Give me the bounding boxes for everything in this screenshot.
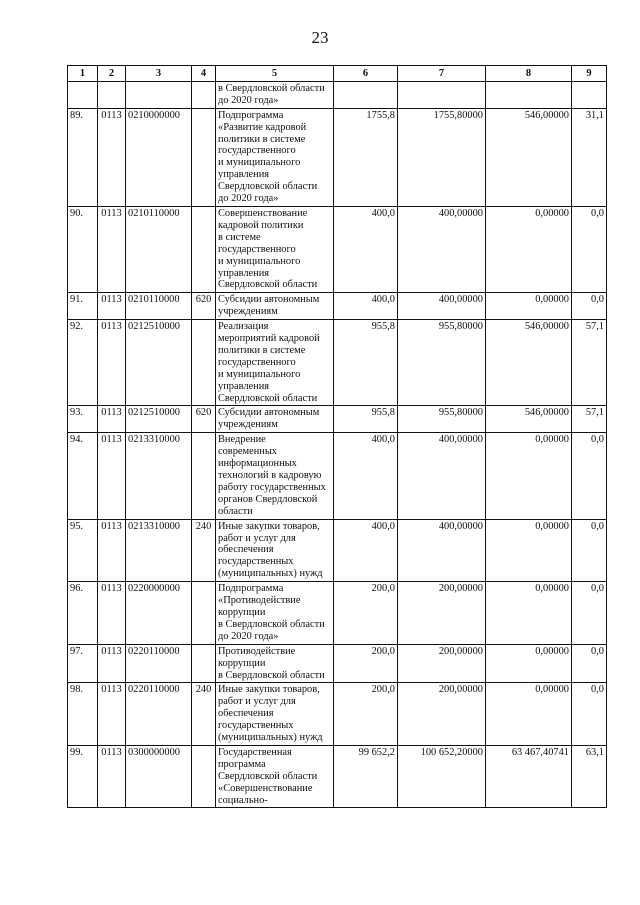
target-item-code-cell: 0220000000 — [126, 582, 192, 645]
planned-amount-cell: 200,00000 — [398, 644, 486, 683]
section-code-cell: 0113 — [98, 519, 126, 582]
approved-amount-cell: 200,0 — [334, 644, 398, 683]
item-name-cell — [216, 206, 334, 292]
execution-percent-cell: 31,1 — [572, 108, 607, 206]
item-name-cell — [216, 108, 334, 206]
planned-amount-cell: 955,80000 — [398, 406, 486, 433]
target-item-code-cell: 0213310000 — [126, 519, 192, 582]
planned-amount-cell: 955,80000 — [398, 320, 486, 406]
item-name-line: современных — [218, 446, 278, 458]
table-row — [68, 320, 607, 406]
table-header — [68, 66, 607, 82]
section-code-cell: 0113 — [98, 745, 126, 808]
execution-percent-cell — [572, 81, 607, 108]
expense-type-cell — [192, 206, 216, 292]
approved-amount-cell: 955,8 — [334, 406, 398, 433]
approved-amount-cell: 400,0 — [334, 293, 398, 320]
header-cell-7: 7 — [398, 66, 486, 82]
item-name-line: социально- — [218, 794, 268, 806]
item-name-line: технологий в кадровую — [218, 470, 322, 481]
item-name-line: области — [218, 505, 253, 517]
item-name-line: и муниципального — [218, 157, 301, 169]
executed-amount-cell: 546,00000 — [486, 406, 572, 433]
header-cell-5: 5 — [216, 66, 334, 82]
executed-amount-cell: 0,00000 — [486, 206, 572, 292]
table-row — [68, 745, 607, 808]
execution-percent-cell: 0,0 — [572, 644, 607, 683]
item-name-line: (муниципальных) нужд — [218, 732, 323, 744]
target-item-code-cell: 0212510000 — [126, 320, 192, 406]
expense-type-cell — [192, 582, 216, 645]
planned-amount-cell: 200,00000 — [398, 683, 486, 746]
row-number-cell: 95. — [68, 519, 98, 582]
item-name-line: коррупции — [218, 657, 266, 669]
expense-type-cell — [192, 433, 216, 519]
header-cell-4: 4 — [192, 66, 216, 82]
execution-percent-cell: 57,1 — [572, 406, 607, 433]
header-cell-6: 6 — [334, 66, 398, 82]
section-code-cell — [98, 81, 126, 108]
execution-percent-cell: 0,0 — [572, 683, 607, 746]
target-item-code-cell: 0213310000 — [126, 433, 192, 519]
item-name-line: в Свердловской области — [218, 618, 325, 630]
table-row — [68, 433, 607, 519]
approved-amount-cell: 400,0 — [334, 519, 398, 582]
item-name-line: Субсидии автономным — [218, 294, 320, 306]
header-cell-3: 3 — [126, 66, 192, 82]
planned-amount-cell: 400,00000 — [398, 519, 486, 582]
section-code-cell: 0113 — [98, 644, 126, 683]
item-name-cell — [216, 81, 334, 108]
target-item-code-cell: 0212510000 — [126, 406, 192, 433]
execution-percent-cell: 57,1 — [572, 320, 607, 406]
table-row — [68, 519, 607, 582]
item-name-line: и муниципального — [218, 368, 301, 380]
expense-type-cell: 620 — [192, 406, 216, 433]
item-name-line: информационных — [218, 458, 297, 470]
item-name-line: и муниципального — [218, 255, 301, 267]
item-name-line: в системе — [218, 231, 261, 243]
execution-percent-cell: 0,0 — [572, 433, 607, 519]
approved-amount-cell: 200,0 — [334, 683, 398, 746]
item-name-cell — [216, 745, 334, 808]
item-name-cell — [216, 406, 334, 433]
execution-percent-cell: 0,0 — [572, 206, 607, 292]
item-name-line: Подпрограмма — [218, 583, 284, 595]
item-name-cell — [216, 433, 334, 519]
execution-percent-cell: 63,1 — [572, 745, 607, 808]
item-name-line: коррупции — [218, 606, 266, 618]
item-name-cell — [216, 582, 334, 645]
execution-percent-cell: 0,0 — [572, 582, 607, 645]
item-name-line: программа — [218, 758, 266, 770]
execution-percent-cell: 0,0 — [572, 519, 607, 582]
item-name-line: Противодействие — [218, 645, 296, 657]
item-name-line: до 2020 года» — [218, 630, 279, 642]
item-name-line: Внедрение — [218, 434, 266, 446]
target-item-code-cell — [126, 81, 192, 108]
table-row — [68, 81, 607, 108]
budget-table — [67, 65, 607, 808]
item-name-line: работу государственных — [218, 481, 326, 493]
item-name-line: кадровой политики — [218, 219, 304, 231]
item-name-line: политики в системе — [218, 133, 306, 145]
header-cell-1: 1 — [68, 66, 98, 82]
item-name-line: Свердловской области — [218, 279, 318, 291]
page-number: 23 — [311, 28, 329, 47]
executed-amount-cell: 0,00000 — [486, 683, 572, 746]
planned-amount-cell: 400,00000 — [398, 206, 486, 292]
approved-amount-cell: 400,0 — [334, 206, 398, 292]
item-name-line: государственных — [218, 556, 294, 568]
planned-amount-cell — [398, 81, 486, 108]
item-name-line: в Свердловской области — [218, 82, 325, 94]
approved-amount-cell: 955,8 — [334, 320, 398, 406]
item-name-cell — [216, 644, 334, 683]
item-name-line: Подпрограмма — [218, 109, 284, 121]
expense-type-cell — [192, 81, 216, 108]
item-name-line: до 2020 года» — [218, 193, 279, 205]
row-number-cell: 90. — [68, 206, 98, 292]
item-name-cell — [216, 320, 334, 406]
row-number-cell: 89. — [68, 108, 98, 206]
approved-amount-cell: 200,0 — [334, 582, 398, 645]
item-name-line: учреждениям — [218, 306, 278, 318]
table-row — [68, 108, 607, 206]
item-name-line: до 2020 года» — [218, 94, 279, 106]
item-name-line: в Свердловской области — [218, 669, 325, 681]
item-name-line: обеспечения — [218, 544, 274, 556]
item-name-line: (муниципальных) нужд — [218, 568, 323, 580]
item-name-line: учреждениям — [218, 419, 278, 431]
row-number-cell: 94. — [68, 433, 98, 519]
item-name-line: работ и услуг для — [218, 696, 296, 708]
item-name-line: Субсидии автономным — [218, 407, 320, 419]
item-name-line: «Развитие кадровой — [218, 121, 307, 133]
target-item-code-cell: 0220110000 — [126, 644, 192, 683]
item-name-line: управления — [218, 169, 270, 181]
expense-type-cell — [192, 320, 216, 406]
expense-type-cell — [192, 745, 216, 808]
table-body — [68, 81, 607, 808]
header-cell-9: 9 — [572, 66, 607, 82]
section-code-cell: 0113 — [98, 683, 126, 746]
planned-amount-cell: 200,00000 — [398, 582, 486, 645]
section-code-cell: 0113 — [98, 320, 126, 406]
table-row — [68, 683, 607, 746]
table-row — [68, 582, 607, 645]
section-code-cell: 0113 — [98, 206, 126, 292]
item-name-line: политики в системе — [218, 344, 306, 356]
expense-type-cell: 240 — [192, 683, 216, 746]
target-item-code-cell: 0300000000 — [126, 745, 192, 808]
approved-amount-cell: 400,0 — [334, 433, 398, 519]
executed-amount-cell: 0,00000 — [486, 519, 572, 582]
item-name-line: Свердловской области — [218, 181, 318, 193]
target-item-code-cell: 0210110000 — [126, 293, 192, 320]
executed-amount-cell: 0,00000 — [486, 582, 572, 645]
row-number-cell: 91. — [68, 293, 98, 320]
target-item-code-cell: 0210110000 — [126, 206, 192, 292]
executed-amount-cell: 63 467,40741 — [486, 745, 572, 808]
execution-percent-cell: 0,0 — [572, 293, 607, 320]
executed-amount-cell: 0,00000 — [486, 293, 572, 320]
item-name-line: Иные закупки товаров, — [218, 684, 320, 696]
row-number-cell — [68, 81, 98, 108]
row-number-cell: 99. — [68, 745, 98, 808]
row-number-cell: 97. — [68, 644, 98, 683]
executed-amount-cell: 546,00000 — [486, 108, 572, 206]
target-item-code-cell: 0210000000 — [126, 108, 192, 206]
planned-amount-cell: 100 652,20000 — [398, 745, 486, 808]
expense-type-cell — [192, 644, 216, 683]
item-name-line: работ и услуг для — [218, 532, 296, 544]
target-item-code-cell: 0220110000 — [126, 683, 192, 746]
table-row — [68, 293, 607, 320]
item-name-line: «Совершенствование — [218, 782, 313, 794]
item-name-line: Свердловской области — [218, 392, 318, 404]
item-name-line: государственного — [218, 243, 296, 255]
planned-amount-cell: 400,00000 — [398, 293, 486, 320]
table-row — [68, 406, 607, 433]
planned-amount-cell: 1755,80000 — [398, 108, 486, 206]
item-name-line: «Противодействие — [218, 595, 301, 607]
item-name-cell — [216, 519, 334, 582]
expense-type-cell — [192, 108, 216, 206]
executed-amount-cell: 0,00000 — [486, 433, 572, 519]
section-code-cell: 0113 — [98, 108, 126, 206]
item-name-line: государственных — [218, 720, 294, 732]
expense-type-cell: 240 — [192, 519, 216, 582]
section-code-cell: 0113 — [98, 406, 126, 433]
item-name-cell — [216, 293, 334, 320]
item-name-line: Совершенствование — [218, 207, 308, 219]
item-name-line: государственного — [218, 145, 296, 157]
item-name-line: управления — [218, 380, 270, 392]
planned-amount-cell: 400,00000 — [398, 433, 486, 519]
item-name-line: управления — [218, 267, 270, 279]
item-name-line: Государственная — [218, 746, 292, 758]
row-number-cell: 92. — [68, 320, 98, 406]
item-name-line: обеспечения — [218, 708, 274, 720]
item-name-line: Свердловской области — [218, 770, 318, 782]
approved-amount-cell — [334, 81, 398, 108]
row-number-cell: 93. — [68, 406, 98, 433]
item-name-line: мероприятий кадровой — [218, 333, 320, 345]
executed-amount-cell: 0,00000 — [486, 644, 572, 683]
row-number-cell: 96. — [68, 582, 98, 645]
approved-amount-cell: 99 652,2 — [334, 745, 398, 808]
expense-type-cell: 620 — [192, 293, 216, 320]
item-name-line: органов Свердловской — [218, 493, 318, 505]
table-row — [68, 644, 607, 683]
executed-amount-cell: 546,00000 — [486, 320, 572, 406]
item-name-line: государственного — [218, 356, 296, 368]
section-code-cell: 0113 — [98, 582, 126, 645]
section-code-cell: 0113 — [98, 433, 126, 519]
item-name-line: Иные закупки товаров, — [218, 520, 320, 532]
section-code-cell: 0113 — [98, 293, 126, 320]
table-row — [68, 206, 607, 292]
executed-amount-cell — [486, 81, 572, 108]
item-name-line: Реализация — [218, 321, 269, 333]
header-cell-2: 2 — [98, 66, 126, 82]
header-cell-8: 8 — [486, 66, 572, 82]
approved-amount-cell: 1755,8 — [334, 108, 398, 206]
item-name-cell — [216, 683, 334, 746]
header-row — [68, 66, 607, 82]
row-number-cell: 98. — [68, 683, 98, 746]
